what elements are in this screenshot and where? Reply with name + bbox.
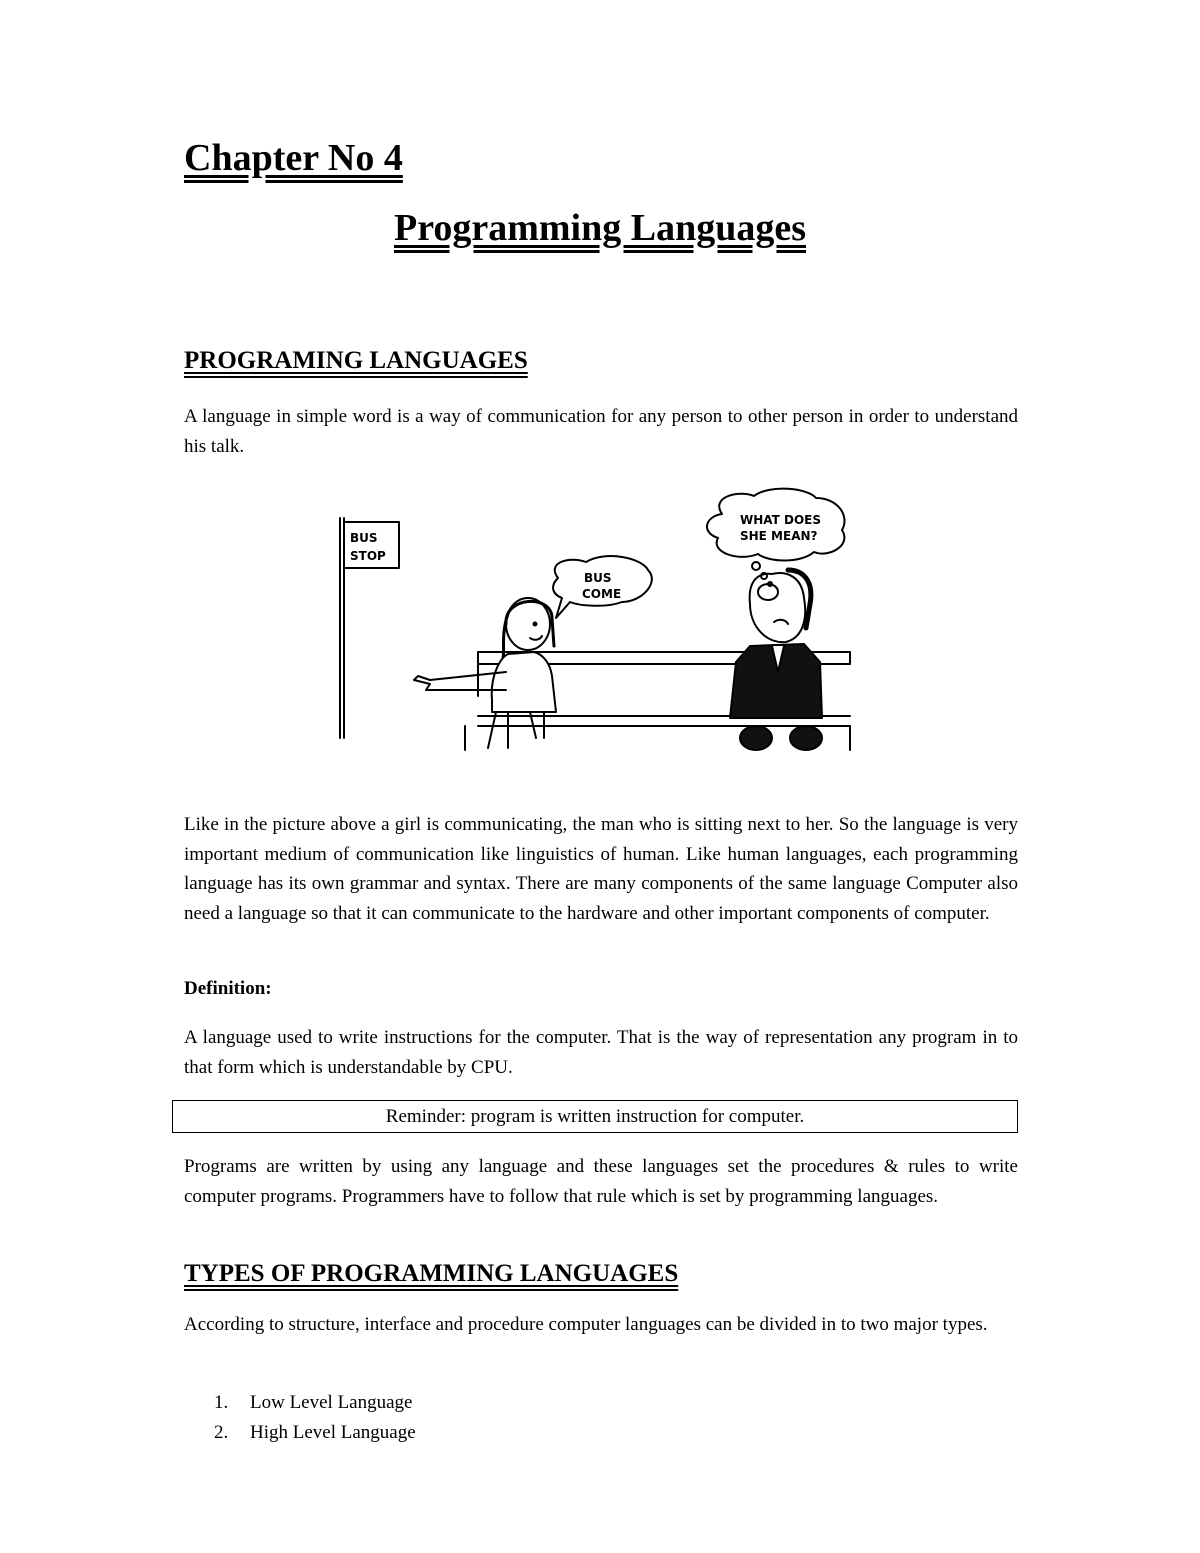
man-thought-line2: SHE MEAN?	[740, 529, 818, 543]
sign-text-line1: BUS	[350, 531, 378, 545]
definition-heading: Definition:	[184, 978, 272, 999]
types-intro: According to structure, interface and procedure computer languages can be divided in to two major types.	[184, 1314, 988, 1335]
list-item-label: High Level Language	[250, 1422, 416, 1443]
reminder-box	[172, 1100, 1018, 1133]
section-heading-types: TYPES OF PROGRAMMING LANGUAGES	[184, 1260, 679, 1287]
girl-speech-line1: BUS	[584, 571, 612, 585]
body-paragraph-2: Programs are written by using any language and these languages set the procedures & rules to write computer programs. Programmers have to follow that rule which is set by programming languages.	[184, 1156, 1018, 1207]
language-types-list	[214, 1388, 416, 1448]
list-item	[214, 1418, 416, 1448]
body-paragraph-1: Like in the picture above a girl is communicating, the man who is sitting next to her. So the language is very important medium of communication like linguistics of human. Like human languages, each programming language has its own grammar and syntax. There are many components of the same language Computer also need a language so that it can communicate to the hardware and other important components of computer.	[184, 814, 1018, 924]
section-heading-programing-languages: PROGRAMING LANGUAGES	[184, 347, 528, 374]
man-thought-line1: WHAT DOES	[740, 513, 821, 527]
list-item-label: Low Level Language	[250, 1392, 413, 1413]
list-item-number: 1.	[214, 1392, 229, 1413]
definition-text: A language used to write instructions for the computer. That is the way of representation any program in to that form which is understandable by CPU.	[184, 1027, 1018, 1078]
list-item	[214, 1388, 416, 1418]
bus-stop-illustration	[330, 486, 870, 758]
chapter-title: Programming Languages	[393, 207, 807, 249]
chapter-number: Chapter No 4	[184, 137, 403, 179]
sign-text-line2: STOP	[350, 549, 386, 563]
list-item-number: 2.	[214, 1422, 229, 1443]
intro-paragraph: A language in simple word is a way of communication for any person to other person in order to understand his talk.	[184, 406, 1018, 457]
girl-speech-line2: COME	[582, 587, 622, 601]
reminder-text: Reminder: program is written instruction for computer.	[385, 1105, 805, 1127]
